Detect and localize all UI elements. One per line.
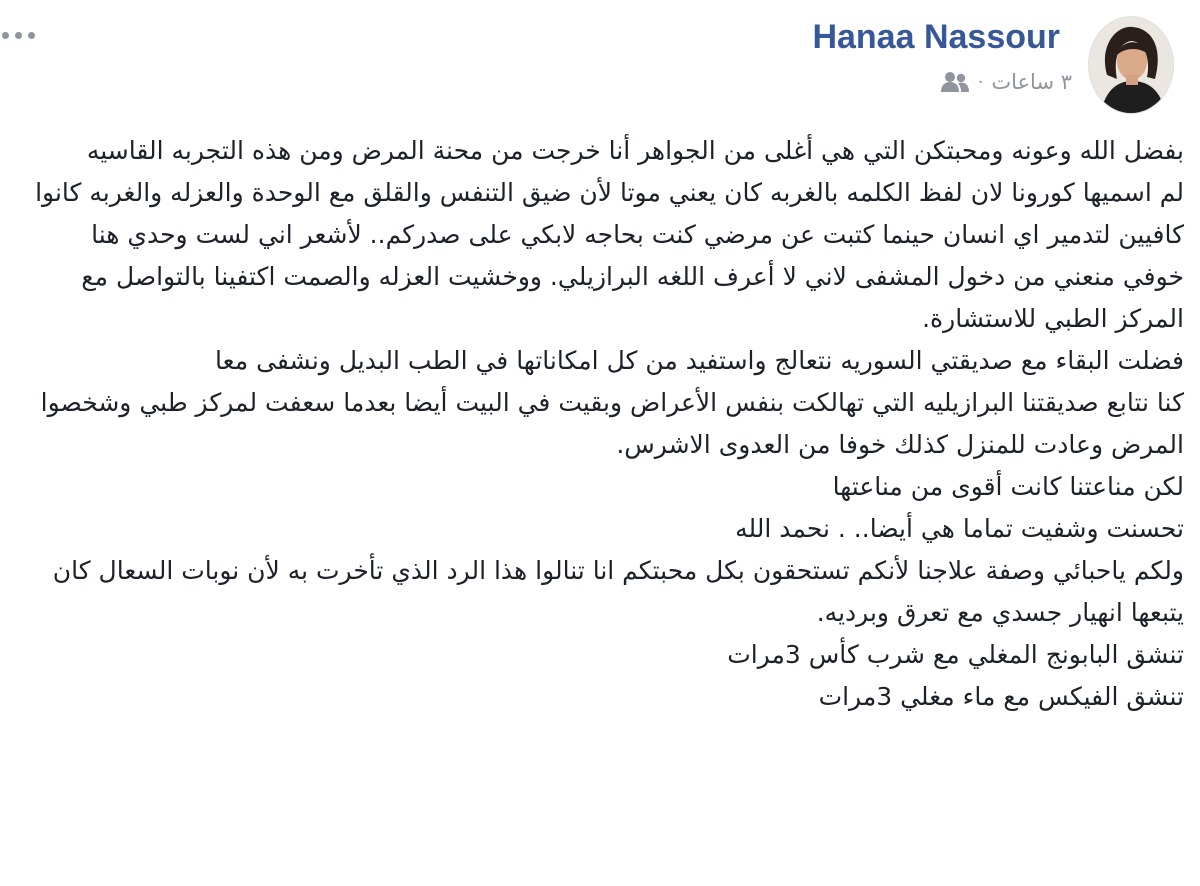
post-paragraph: تحسنت وشفيت تماما هي أيضا.. . نحمد الله [735, 514, 1184, 543]
post-paragraph: خوفي منعني من دخول المشفى لاني لا أعرف اللغه البرازيلي. ووخشيت العزله والصمت اكتفينا بالتواصل مع المركز الطبي للاستشارة. [81, 262, 1184, 333]
friends-icon[interactable] [940, 70, 970, 94]
more-options-icon[interactable] [0, 24, 40, 44]
post-paragraph: ولكم ياحبائي وصفة علاجنا لأنكم تستحقون بكل محبتكم انا تنالوا هذا الرد الذي تأخرت به لأن نوبات السعال كان يتبعها انهيار جسدي مع تعرق وبرديه. [52, 556, 1184, 627]
post-header [0, 0, 1200, 120]
meta-separator: · [977, 71, 984, 93]
post-paragraph: فضلت البقاء مع صديقتي السوريه نتعالج واستفيد من كل امكاناتها في الطب البديل ونشفى معا [215, 346, 1184, 375]
avatar[interactable] [1088, 16, 1174, 114]
post-meta [940, 70, 1072, 94]
post-paragraph: لكن مناعتنا كانت أقوى من مناعتها [832, 472, 1184, 501]
post-timestamp[interactable]: ٣ ساعات [991, 70, 1072, 94]
post-paragraph: بفضل الله وعونه ومحبتكن التي هي أغلى من الجواهر أنا خرجت من محنة المرض ومن هذه التجربه القاسيه [86, 136, 1184, 165]
author-name[interactable]: Hanaa Nassour [812, 18, 1060, 56]
post-paragraph: تنشق الفيكس مع ماء مغلي 3مرات [818, 682, 1184, 711]
post-paragraph: كنا نتابع صديقتنا البرازيليه التي تهالكت بنفس الأعراض وبقيت في البيت أيضا بعدما سعفت لمركز طبي وشخصوا المرض وعادت للمنزل كذلك خوفا من العدوى الاشرس. [40, 388, 1184, 459]
profile-photo [1089, 17, 1173, 113]
post-text [34, 130, 1184, 718]
post-paragraph: تنشق البابونج المغلي مع شرب كأس 3مرات [727, 640, 1184, 669]
post-paragraph: لم اسميها كورونا لان لفظ الكلمه بالغربه كان يعني موتا لأن ضيق التنفس والقلق مع الوحدة والعزله والغربه كانوا كافيين لتدمير اي انسان حينما كتبت عن مرضي كنت بحاجه لابكي على صدركم.. لأشعر اني لست وحدي هنا [35, 178, 1184, 249]
